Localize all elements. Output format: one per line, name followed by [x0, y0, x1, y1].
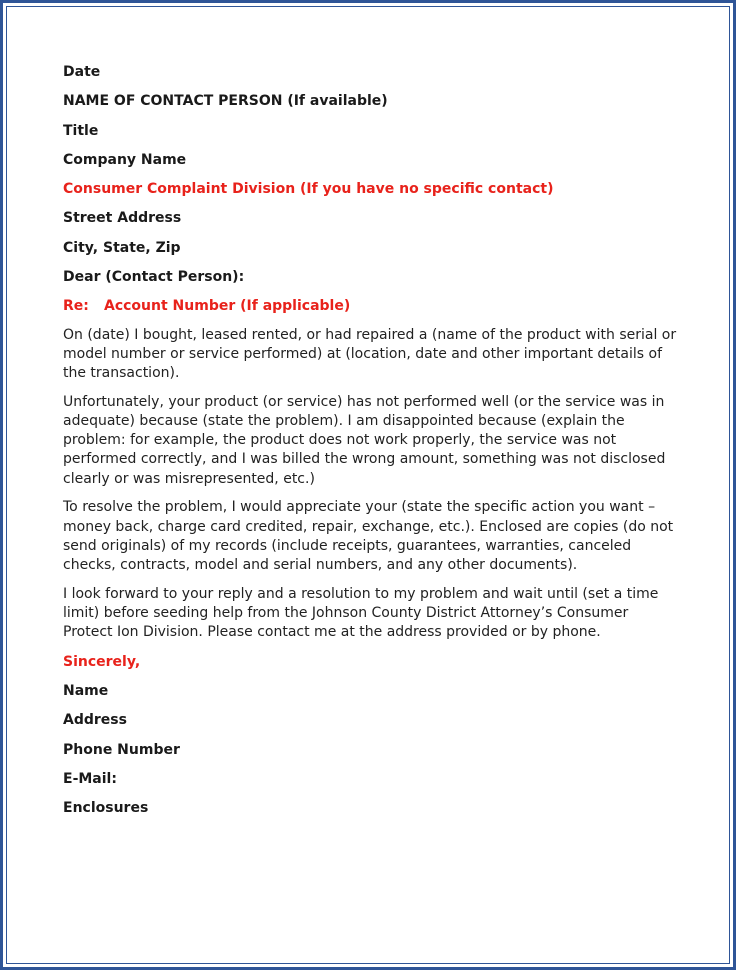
- street-address-line: Street Address: [63, 210, 182, 227]
- re-label: Re:: [63, 298, 89, 315]
- re-text: Account Number (If applicable): [104, 298, 351, 315]
- body-paragraph-resolution: To resolve the problem, I would appreciate your (state the specific action you want – money back, charge card credited, repair, exchange, etc.). Enclosed are copies (do not send originals) of my records (include receipts, guarantees, warranties, canceled checks, contracts, model and serial numbers, and any other documents).: [63, 499, 674, 573]
- company-name-line: Company Name: [63, 151, 187, 168]
- signature-phone-line: Phone Number: [63, 741, 180, 758]
- complaint-letter: [63, 62, 678, 828]
- salutation-line: Dear (Contact Person):: [63, 269, 245, 286]
- city-state-zip-line: City, State, Zip: [63, 239, 181, 256]
- division-line: Consumer Complaint Division (If you have no specific contact): [63, 181, 554, 198]
- body-paragraph-followup: I look forward to your reply and a resolution to my problem and wait until (set a time limit) before seeding help from the Johnson County District Attorney’s Consumer Protect Ion Division. Please contact me at the address provided or by phone.: [63, 585, 659, 641]
- re-line: [63, 296, 678, 316]
- date-line: Date: [63, 64, 101, 80]
- signature-address-line: Address: [63, 712, 127, 729]
- closing-line: Sincerely,: [63, 653, 141, 670]
- signature-email-line: E-Mail:: [63, 770, 117, 787]
- signature-name-line: Name: [63, 683, 109, 700]
- title-line: Title: [63, 122, 99, 139]
- body-paragraph-problem: Unfortunately, your product (or service) has not performed well (or the service was in adequate) because (state the problem). I am disappointed because (explain the problem: for example, the product does not work properly, the service was not performed correctly, and I was billed the wrong amount, something was not disclosed clearly or was misrepresented, etc.): [63, 393, 666, 487]
- body-paragraph-purchase: On (date) I bought, leased rented, or had repaired a (name of the product with serial or model number or service performed) at (location, date and other important details of the transaction).: [63, 326, 677, 382]
- enclosures-line: Enclosures: [63, 800, 149, 817]
- contact-name-line: NAME OF CONTACT PERSON (If available): [63, 93, 388, 110]
